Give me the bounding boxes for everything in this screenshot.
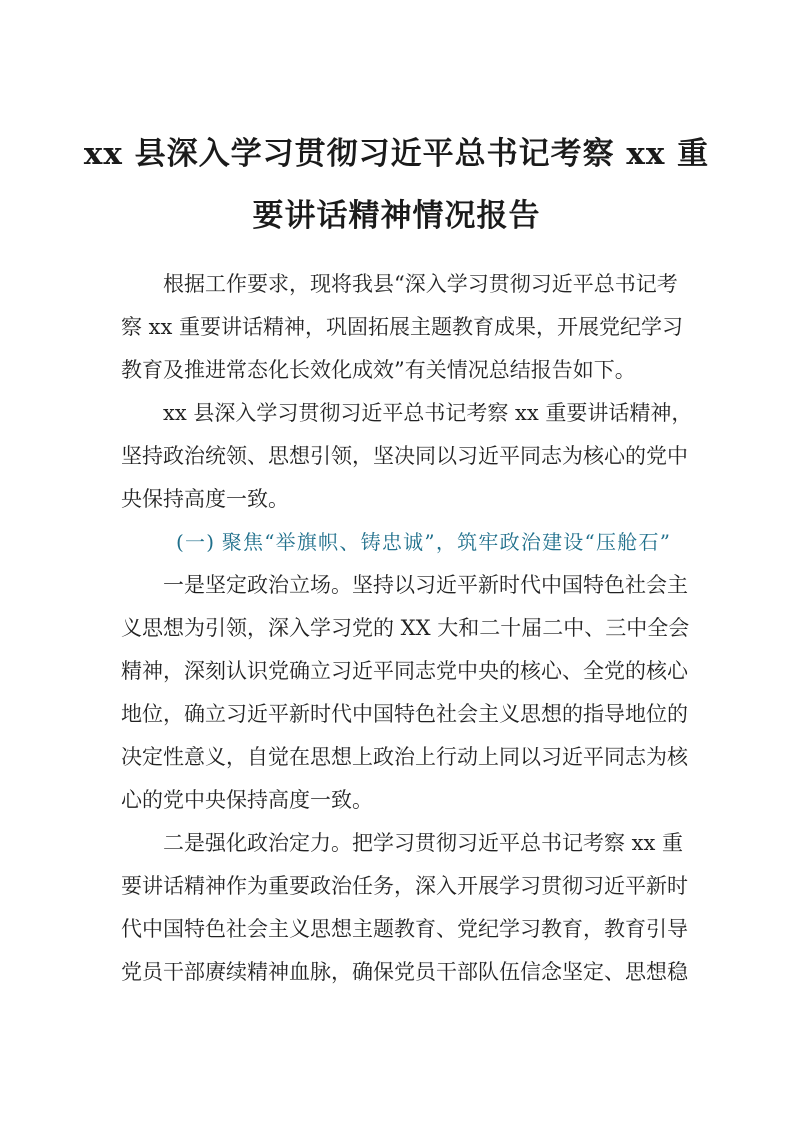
paragraph-4-line-2: 要讲话精神作为重要政治任务，深入开展学习贯彻习近平新时	[121, 874, 688, 898]
paragraph-3-line-6: 心的党中央保持高度一致。	[121, 788, 373, 812]
paragraph-2-line-1: xx 县深入学习贯彻习近平总书记考察 xx 重要讲话精神，	[163, 401, 693, 425]
paragraph-3-line-1-text: 坚定政治立场。坚持以习近平新时代中国特色社会主	[205, 573, 688, 597]
paragraph-4-label: 二是	[163, 831, 205, 855]
paragraph-3-line-1	[163, 572, 688, 598]
document-title-line-1: xx 县深入学习贯彻习近平总书记考察 xx 重	[83, 136, 710, 172]
paragraph-3-label: 一是	[163, 573, 205, 597]
paragraph-4-line-1-text: 强化政治定力。把学习贯彻习近平总书记考察 xx 重	[205, 831, 684, 855]
paragraph-4-line-3: 代中国特色社会主义思想主题教育、党纪学习教育，教育引导	[121, 917, 688, 941]
paragraph-3-line-3: 精神，深刻认识党确立习近平同志党中央的核心、全党的核心	[121, 659, 688, 683]
paragraph-2-line-2: 坚持政治统领、思想引领，坚决同以习近平同志为核心的党中	[121, 444, 688, 468]
paragraph-1-line-3: 教育及推进常态化长效化成效”有关情况总结报告如下。	[121, 358, 636, 382]
paragraph-3-line-5: 决定性意义，自觉在思想上政治上行动上同以习近平同志为核	[121, 745, 688, 769]
paragraph-1-line-2: 察 xx 重要讲话精神，巩固拓展主题教育成果，开展党纪学习	[121, 315, 684, 339]
paragraph-4-line-1	[163, 830, 684, 856]
paragraph-3-line-2: 义思想为引领，深入学习党的 XX 大和二十届二中、三中全会	[121, 616, 690, 640]
section-heading: (一) 聚焦“举旗帜、铸忠诚”，筑牢政治建设“压舱石”	[176, 530, 670, 554]
paragraph-2-line-3: 央保持高度一致。	[121, 487, 289, 511]
paragraph-4-line-4: 党员干部赓续精神血脉，确保党员干部队伍信念坚定、思想稳	[121, 960, 688, 984]
document-title-line-2: 要讲话精神情况报告	[252, 198, 541, 234]
paragraph-3-line-4: 地位，确立习近平新时代中国特色社会主义思想的指导地位的	[121, 702, 688, 726]
paragraph-1-line-1: 根据工作要求，现将我县“深入学习贯彻习近平总书记考	[163, 272, 678, 296]
